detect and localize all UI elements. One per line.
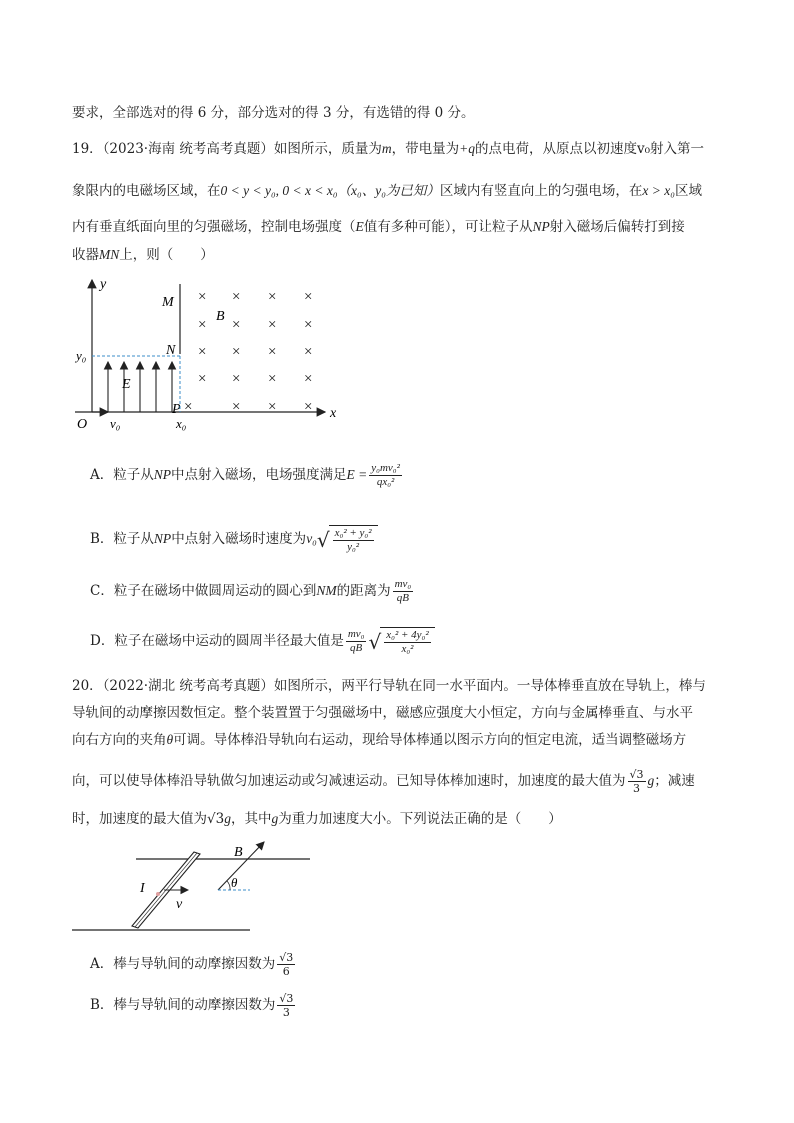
q20-g-3: g (271, 811, 279, 826)
svg-text:×: × (304, 344, 313, 360)
q20-figure (70, 838, 320, 938)
q19-origin-label: O (77, 417, 88, 432)
q19-line-2 (72, 182, 702, 200)
svg-text:×: × (304, 317, 313, 333)
svg-text:×: × (198, 371, 207, 387)
q19-stem-1c: 的点电荷，从原点以初速度v₀射入第一 (475, 141, 705, 157)
q19-line-3 (72, 218, 685, 236)
q19-option-B[interactable] (90, 525, 378, 554)
q19-option-D[interactable] (90, 627, 435, 656)
svg-text:×: × (232, 399, 241, 415)
q19-A-num: y₀mv₀² (371, 462, 400, 474)
q19-C-fraction (393, 578, 414, 605)
q20-A-fraction (277, 951, 295, 978)
q19-region-1: 0 < y < y₀, 0 < x < x₀ (220, 183, 338, 198)
q20-B-text: B．棒与导轨间的动摩擦因数为 (90, 997, 276, 1013)
q19-region-2: x > x₀ (642, 183, 675, 198)
q20-source: （2022·湖北 统考高考真题） (102, 678, 274, 694)
q20-A-den: 6 (282, 965, 290, 978)
q20-line5a: 时，加速度的最大值为 (72, 811, 207, 827)
q20-I-label: I (140, 881, 145, 896)
q20-line-1 (72, 677, 706, 695)
q19-B-text: B．粒子从 (90, 531, 154, 547)
q20-B-den: 3 (282, 1006, 290, 1019)
svg-text:×: × (232, 371, 241, 387)
q20-line-3 (72, 731, 686, 749)
q19-figure (70, 272, 350, 437)
q19-y0-label: y₀ (76, 348, 87, 363)
q19-B-den: y₀² (347, 541, 360, 553)
q20-g-2: g (224, 811, 231, 826)
q20-line-5 (72, 810, 562, 828)
q19-field-arrows (108, 362, 172, 412)
q19-C-NM: NM (316, 583, 337, 598)
q19-stem-4a: 收器 (72, 247, 99, 263)
q19-stem-2b: 区域内有竖直向上的匀强电场，在 (439, 183, 643, 199)
q19-B-v0: v₀ (306, 531, 317, 546)
q19-stem-1a: 如图所示，质量为 (273, 141, 382, 157)
q20-sqrt3: √3 (207, 811, 225, 827)
q19-A-text: A．粒子从 (90, 467, 154, 483)
q19-stem-3c: 射入磁场后偏转打到接 (549, 219, 685, 235)
svg-text:×: × (198, 344, 207, 360)
q19-D-sqrt: √ $\frac{\text{x₀² + 4y₀²}}{\text{x₀²}}$ (368, 627, 434, 656)
q19-D-fraction-1 (346, 628, 367, 655)
svg-text:×: × (304, 289, 313, 305)
svg-text:×: × (268, 289, 277, 305)
q19-E-var: E (355, 219, 364, 234)
q19-y-label: y (100, 277, 107, 292)
q20-v-label: v (176, 897, 183, 912)
q20-theta: θ (166, 732, 174, 747)
q19-N-label: N (166, 343, 176, 358)
q20-line-2: 导轨间的动摩擦因数恒定。整个装置置于匀强磁场中，磁感应强度大小恒定，方向与金属棒垂直、与水平 (72, 705, 693, 721)
q19-A-fraction (369, 462, 402, 489)
q19-stem-3b: 值有多种可能），可让粒子从 (363, 219, 533, 235)
q20-line4a: 向，可以使导体棒沿导轨做匀加速运动或匀减速运动。已知导体棒加速时，加速度的最大值为 (72, 773, 626, 789)
q20-A-text: A．棒与导轨间的动摩擦因数为 (90, 956, 276, 972)
q20-line5c: 为重力加速度大小。下列说法正确的是（ ） (278, 811, 562, 827)
q19-B-sqrt: √ $\frac{\text{x₀² + y₀²}}{\text{y₀²}}$ (317, 525, 378, 554)
q20-B-label: B (234, 845, 243, 860)
svg-text:×: × (268, 371, 277, 387)
q19-D-den2: x₀² (401, 643, 414, 655)
svg-text:×: × (268, 317, 277, 333)
q19-P-label: P (172, 402, 181, 417)
q19-line-4 (72, 246, 214, 264)
svg-text:×: × (232, 317, 241, 333)
q19-D-num1: mv₀ (347, 628, 365, 640)
q20-theta-label: θ (231, 875, 238, 890)
q19-mass-var: m (381, 141, 392, 156)
q20-A-num: √3 (279, 951, 294, 964)
q19-line-1 (72, 140, 704, 158)
svg-text:×: × (232, 344, 241, 360)
svg-text:×: × (232, 289, 241, 305)
q19-stem-2c: 区域 (674, 183, 702, 199)
q20-line-4 (72, 768, 695, 795)
q19-B-NP: NP (153, 531, 172, 546)
q19-option-C[interactable] (90, 578, 415, 605)
q19-stem-3: 内有垂直纸面向里的匀强磁场，控制电场强度（ (72, 219, 356, 235)
q19-B-fraction (333, 527, 374, 554)
q20-line4b: ；减速 (654, 773, 695, 789)
q19-x0-label: x₀ (176, 416, 187, 431)
svg-text:×: × (268, 399, 277, 415)
q19-stem-2a: 象限内的电磁场区域，在 (72, 183, 221, 199)
svg-text:×: × (198, 317, 207, 333)
q20-g-1: g (647, 773, 655, 788)
q19-C-num: mv₀ (394, 578, 412, 590)
svg-text:×: × (268, 344, 277, 360)
q19-E-label: E (122, 377, 131, 392)
q19-number: 19． (72, 141, 103, 157)
q19-B-label: B (216, 309, 225, 324)
q20-line5b: ，其中 (230, 811, 272, 827)
q19-NP: NP (532, 219, 550, 234)
q19-C-den: qB (396, 592, 410, 604)
q19-MN: MN (99, 247, 120, 262)
instruction-text: 要求，全部选对的得 6 分，部分选对的得 3 分，有选错的得 0 分。 (72, 105, 475, 121)
q20-acc-num: √3 (629, 768, 644, 781)
svg-text:×: × (304, 371, 313, 387)
q20-option-A[interactable] (90, 951, 297, 978)
q20-acc-den: 3 (633, 782, 640, 795)
q19-B-text2: 中点射入磁场时速度为 (171, 531, 307, 547)
q19-A-NP: NP (153, 467, 172, 482)
q19-C-text: C．粒子在磁场中做圆周运动的圆心到 (90, 583, 317, 599)
q20-B-fraction (277, 992, 295, 1019)
q19-D-fraction-2 (384, 629, 430, 656)
q19-B-crosses (184, 289, 312, 415)
q19-v0-label: v₀ (110, 416, 121, 431)
svg-text:×: × (304, 399, 313, 415)
q19-M-label: M (162, 295, 174, 310)
q19-source: （2023·海南 统考高考真题） (102, 141, 274, 157)
q20-number: 20． (72, 678, 103, 694)
svg-text:×: × (198, 289, 207, 305)
q19-stem-4b: 上，则（ ） (119, 247, 214, 263)
q20-option-B[interactable] (90, 992, 297, 1019)
q19-D-num2: x₀² + 4y₀² (386, 629, 429, 641)
q19-B-num: x₀² + y₀² (334, 527, 372, 539)
q19-D-text: D．粒子在磁场中运动的圆周半径最大值是 (90, 633, 344, 649)
q20-line1-text: 如图所示，两平行导轨在同一水平面内。一导体棒垂直放在导轨上，棒与 (273, 678, 706, 694)
q20-acc-fraction (628, 768, 646, 795)
q20-line3a: 向右方向的夹角 (72, 732, 167, 748)
q19-A-den: qx₀² (376, 476, 395, 488)
q19-A-lhs: E = (346, 467, 368, 482)
q19-option-A[interactable] (90, 462, 404, 489)
q19-C-text2: 的距离为 (336, 583, 391, 599)
q19-D-den1: qB (350, 642, 363, 654)
q19-x-label: x (330, 406, 337, 421)
q19-A-text2: 中点射入磁场，电场强度满足 (171, 467, 347, 483)
q19-known: （x₀、y₀为已知） (337, 183, 440, 198)
svg-text:×: × (184, 399, 193, 415)
q20-line3b: 可调。导体棒沿导轨向右运动，现给导体棒通以图示方向的恒定电流，适当调整磁场方 (173, 732, 687, 748)
q19-charge: +q (459, 141, 476, 156)
q20-B-num: √3 (279, 992, 294, 1005)
q19-stem-1b: ，带电量为 (391, 141, 460, 157)
